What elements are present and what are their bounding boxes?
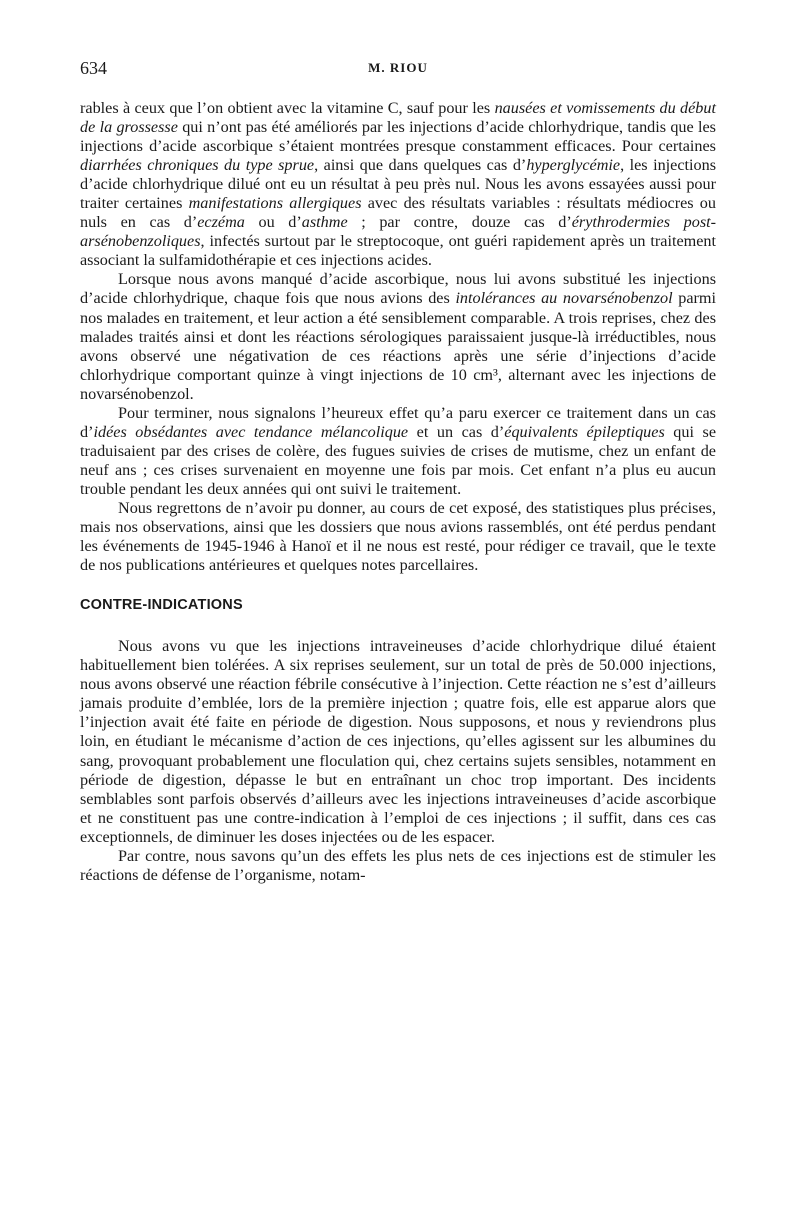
text-run: Par contre, nous savons qu’un des effets les plus nets de ces injections est de stimuler les réactions de défense de l’organisme, notam- (80, 846, 716, 884)
body-text (80, 99, 716, 885)
paragraph (80, 99, 716, 270)
page-header (80, 58, 716, 82)
text-run: qui se traduisaient par des crises de colère, des fugues suivies de crises de mutisme, chez un enfant de neuf ans ; ces crises survenaient en moyenne une fois par mois. Cet enfant n’a plus eu aucun trouble pendant les deux années qui ont suivi le traitement. (80, 422, 717, 498)
italic-phrase: équivalents épileptiques (504, 422, 665, 441)
page-number: 634 (80, 58, 107, 78)
text-run: qui n’ont pas été améliorés par les injections d’acide chlorhydrique, tandis que les injections d’acide ascorbique s’étaient montrées presque constamment efficaces. Pour certaines (80, 118, 716, 156)
italic-phrase: intolérances au novarsénobenzol (455, 289, 673, 308)
italic-phrase: diarrhées chroniques du type sprue (80, 156, 315, 175)
paragraph (80, 270, 716, 403)
text-run: ou d’ (244, 213, 302, 232)
italic-phrase: idées obsédantes avec tendance mélancolique (93, 422, 409, 441)
text-run: ; par contre, douze cas d’ (347, 213, 572, 232)
text-run: rables à ceux que l’on obtient avec la vitamine C, sauf pour les (80, 99, 495, 117)
italic-phrase: érythrodermies post-arsénobenzoliques (80, 213, 717, 251)
paragraph (80, 404, 716, 499)
italic-phrase: eczéma (197, 213, 245, 232)
text-run: et un cas d’ (408, 422, 505, 441)
text-run: parmi nos malades en traitement, et leur action a été sensiblement comparable. A trois reprises, chez des malades traités ainsi et dont les réactions sérologiques paraissaient jusque-là irréductibles, nous avons observé une négativation de ces réactions après une série d’injections d’acide chlorhydrique comportant quinze à vingt injections de 10 cm³, alternant avec les injections de novarsénobenzol. (80, 289, 716, 403)
text-run: Lorsque nous avons manqué d’acide ascorbique, nous lui avons substitué les injections d’acide chlorhydrique, chaque fois que nous avions des (80, 270, 716, 308)
running-title: M. RIOU (368, 60, 428, 75)
italic-phrase: asthme (301, 213, 348, 232)
italic-phrase: manifestations allergiques (188, 194, 362, 213)
paragraph (80, 637, 716, 847)
text-run: , ainsi que dans quelques cas d’ (314, 156, 527, 175)
italic-phrase: hyperglycémie (526, 156, 621, 175)
text-run: avec des résultats variables : résultats médiocres ou nuls en cas d’ (80, 194, 716, 232)
text-run: , infectés surtout par le streptocoque, ont guéri rapidement après un traitement associant la sulfamidothérapie et ces injections acides. (80, 232, 716, 270)
text-run: Pour terminer, nous signalons l’heureux effet qu’a paru exercer ce traitement dans un cas d’ (80, 403, 716, 441)
text-run: Nous avons vu que les injections intraveineuses d’acide chlorhydrique dilué étaient habituellement bien tolérées. A six reprises seulement, sur un total de près de 50.000 injections, nous avons observé une réaction fébrile consécutive à l’injection. Cette réaction ne s’est d’ailleurs jamais produite d’emblée, lors de la première injection ; quatre fois, elle est apparue alors que l’injection avait été faite en période de digestion. Nous supposons, et nous y reviendrons plus loin, en étudiant le mécanisme d’action de ces injections, qu’elles agissent sur les albumines du sang, provoquant probablement une floculation qui, chez certains sujets sensibles, notamment en période de digestion, dépasse le but en entraînant un choc trop important. Des incidents semblables sont parfois observés d’ailleurs avec les injections intraveineuses d’acide ascorbique et ne constituent pas une contre-indication à l’emploi de ces injections ; il suffit, dans ces cas exceptionnels, de diminuer les doses injectées ou de les espacer. (80, 637, 716, 846)
text-run: Nous regrettons de n’avoir pu donner, au cours de cet exposé, des statistiques plus précises, mais nos observations, ainsi que les dossiers que nous avions rassemblés, ont été perdus pendant les événements de 1945-1946 à Hanoï et il ne nous est resté, pour rédiger ce travail, que le texte de nos publications antérieures et quelques notes parcellaires. (80, 498, 716, 575)
italic-phrase: nausées et vomissements du début de la grossesse (80, 99, 716, 137)
section-heading: CONTRE-INDICATIONS (80, 597, 243, 614)
paragraph (80, 847, 716, 885)
paragraph (80, 499, 716, 575)
text-run: , les injections d’acide chlorhydrique dilué ont eu un résultat à peu près nul. Nous les avons essayées aussi pour traiter certaines (80, 156, 717, 213)
